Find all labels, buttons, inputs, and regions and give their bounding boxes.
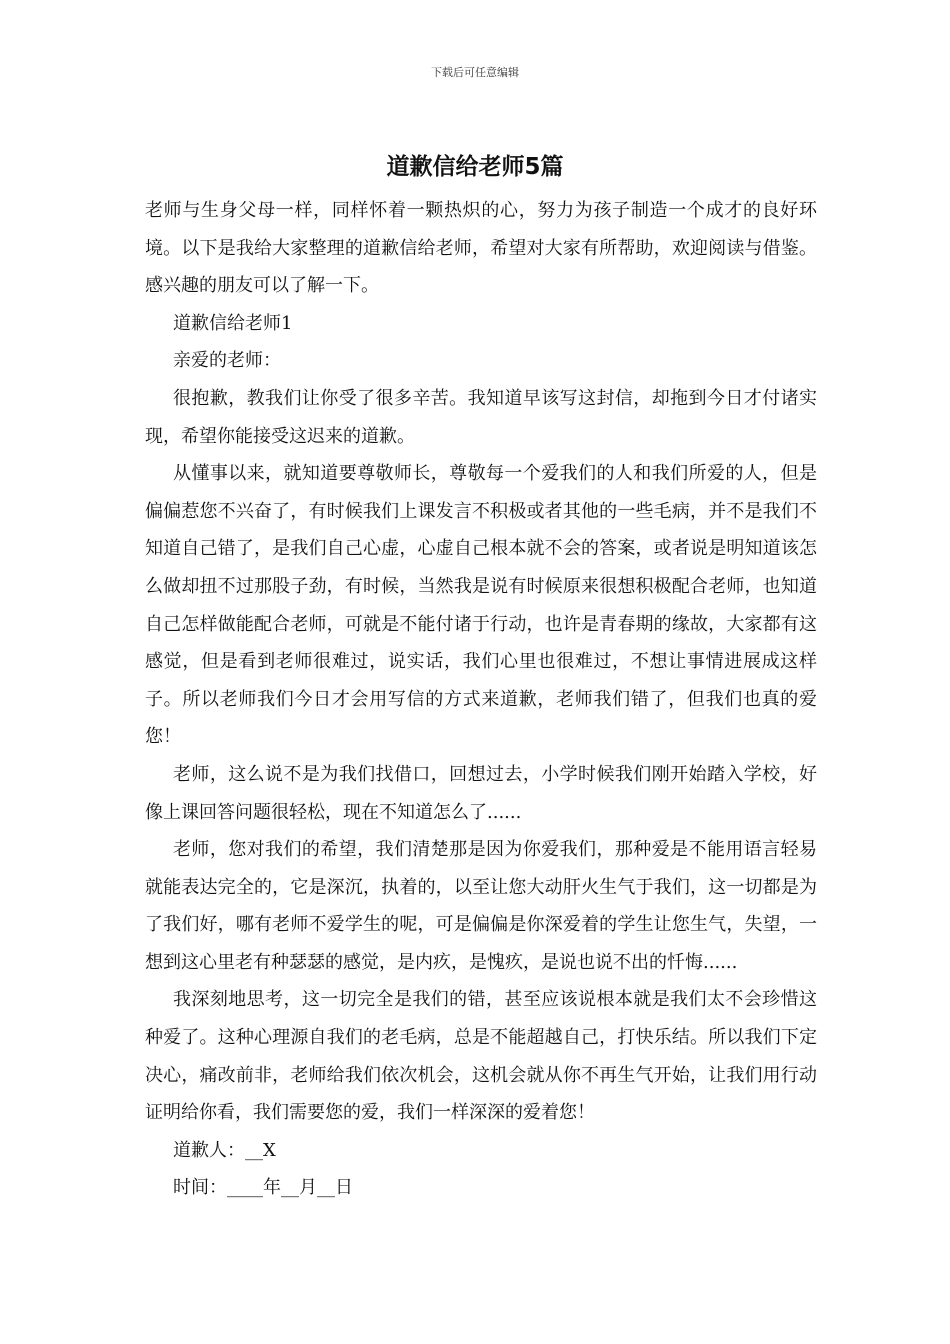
- body-paragraph: 从懂事以来，就知道要尊敬师长，尊敬每一个爱我们的人和我们所爱的人，但是偏偏惹您不兴奋了，有时候我们上课发言不积极或者其他的一些毛病，并不是我们不知道自己错了，是我们自己心虚，心虚自己根本就不会的答案，或者说是明知道该怎么做却扭不过那股子劲，有时候，当然我是说有时候原来很想积极配合老师，也知道自己怎样做能配合老师，可就是不能付诸于行动，也许是青春期的缘故，大家都有这感觉，但是看到老师很难过，说实话，我们心里也很难过，不想让事情进展成这样子。所以老师我们今日才会用写信的方式来道歉，老师我们错了，但我们也真的爱您！: [145, 463, 817, 748]
- body-paragraph: 很抱歉，教我们让你受了很多辛苦。我知道早该写这封信，却拖到今日才付诸实现，希望你能接受这迟来的道歉。: [145, 387, 817, 447]
- signature-line: 道歉人：__X: [173, 1139, 276, 1161]
- document-body: [145, 192, 817, 1207]
- body-paragraph: 我深刻地思考，这一切完全是我们的错，甚至应该说根本就是我们太不会珍惜这种爱了。这种心理源自我们的老毛病，总是不能超越自己，打快乐结。所以我们下定决心，痛改前非，老师给我们依次机会，这机会就从你不再生气开始，让我们用行动证明给你看，我们需要您的爱，我们一样深深的爱着您！: [145, 989, 817, 1124]
- date-line: 时间：____年__月__日: [173, 1177, 353, 1199]
- section-heading: 道歉信给老师1: [173, 312, 293, 334]
- page-header-note: 下载后可任意编辑: [431, 66, 519, 79]
- intro-paragraph: 老师与生身父母一样，同样怀着一颗热炽的心，努力为孩子制造一个成才的良好环境。以下是我给大家整理的道歉信给老师，希望对大家有所帮助，欢迎阅读与借鉴。感兴趣的朋友可以了解一下。: [145, 200, 817, 297]
- document-title: 道歉信给老师5篇: [386, 154, 564, 180]
- body-paragraph: 老师，您对我们的希望，我们清楚那是因为你爱我们，那种爱是不能用语言轻易就能表达完全的，它是深沉，执着的，以至让您大动肝火生气于我们，这一切都是为了我们好，哪有老师不爱学生的呢，可是偏偏是你深爱着的学生让您生气，失望，一想到这心里老有种瑟瑟的感觉，是内疚，是愧疚，是说也说不出的忏悔......: [145, 839, 817, 973]
- salutation: 亲爱的老师：: [173, 350, 281, 372]
- body-paragraph: 老师，这么说不是为我们找借口，回想过去，小学时候我们刚开始踏入学校，好像上课回答问题很轻松，现在不知道怎么了......: [145, 763, 817, 823]
